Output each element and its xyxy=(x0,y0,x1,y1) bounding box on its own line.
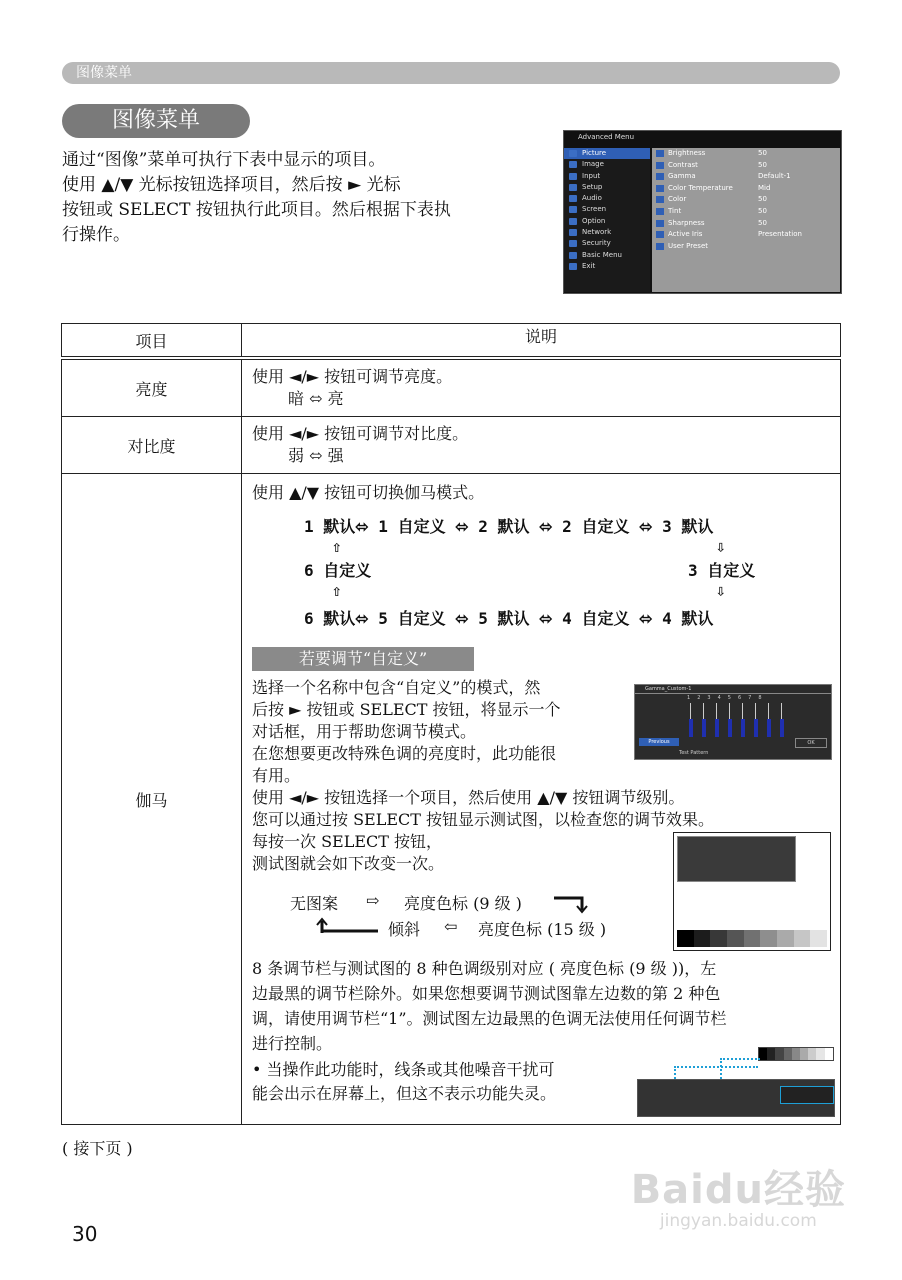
description-line: 弱 ⬄ 强 xyxy=(288,446,344,465)
picture-menu-table xyxy=(61,323,841,1125)
gamma-cycle-row: 6 默认⬄ 5 自定义 ⬄ 5 默认 ⬄ 4 自定义 ⬄ 4 默认 xyxy=(304,609,714,628)
gamma-tick xyxy=(703,703,704,719)
menu-item: Setup xyxy=(564,182,650,193)
menu-item: Option xyxy=(564,216,650,227)
dialog-title: Gamma_Custom-1 xyxy=(645,686,692,692)
header-bar xyxy=(62,62,840,84)
menu-setting-row: Brightness 50 xyxy=(652,148,840,160)
menu-setting-row: Active Iris Presentation xyxy=(652,229,840,241)
paragraph-line: 对话框，用于帮助您调节模式。 xyxy=(252,722,477,741)
gamma-cycle-label: 6 自定义 xyxy=(304,561,372,580)
flow-step-gray9: 亮度色标 (9 级 ) xyxy=(404,894,522,913)
cycle-arrow: ⇧ xyxy=(332,537,342,556)
advanced-menu-screenshot xyxy=(563,130,842,294)
paragraph-line: 8 条调节栏与测试图的 8 种色调级别对应 ( 亮度色标 (9 级 ))，左 xyxy=(252,959,717,978)
intro-line: 通过“图像”菜单可执行下表中显示的项目。 xyxy=(62,150,386,170)
noise-zoom-box xyxy=(780,1086,834,1104)
dialog-numbers: 12345678 xyxy=(687,695,769,701)
page-number: 30 xyxy=(72,1222,98,1246)
flow-step-none: 无图案 xyxy=(290,894,339,913)
header-bar-text: 图像菜单 xyxy=(76,65,132,81)
gamma-cycle-label: 3 自定义 xyxy=(688,561,756,580)
row-label: 伽马 xyxy=(62,474,242,1125)
paragraph-line: 进行控制。 xyxy=(252,1034,333,1053)
gamma-cycle-row: 1 默认⬄ 1 自定义 ⬄ 2 默认 ⬄ 2 自定义 ⬄ 3 默认 xyxy=(304,517,714,536)
note-line: • 当操作此功能时，线条或其他噪音干扰可 xyxy=(252,1060,555,1079)
continued-note: ( 接下页 ) xyxy=(62,1139,133,1158)
menu-item: Picture xyxy=(564,148,650,159)
grayscale-strip xyxy=(758,1047,834,1061)
intro-line: 行操作。 xyxy=(62,225,130,245)
paragraph-line: 使用 ◄/► 按钮选择一个项目，然后使用 ▲/▼ 按钮调节级别。 xyxy=(252,788,685,807)
custom-subheading: 若要调节“自定义” xyxy=(252,647,474,671)
gamma-tick xyxy=(768,703,769,719)
menu-setting-row: Color Temperature Mid xyxy=(652,183,840,195)
paragraph-line: 您可以通过按 SELECT 按钮显示测试图，以检查您的调节效果。 xyxy=(252,810,715,829)
gamma-bar xyxy=(715,719,719,737)
row-description xyxy=(242,417,841,474)
baidu-watermark xyxy=(631,1158,846,1231)
cycle-arrow: ⇩ xyxy=(716,581,726,600)
flow-step-gray15: 亮度色标 (15 级 ) xyxy=(478,920,607,939)
gamma-tick xyxy=(742,703,743,719)
gamma-tick xyxy=(781,703,782,719)
menu-item: Network xyxy=(564,227,650,238)
bar-mapping-paragraph xyxy=(252,956,727,1056)
gamma-bar xyxy=(728,719,732,737)
gamma-tick xyxy=(716,703,717,719)
description-line: 暗 ⬄ 亮 xyxy=(288,389,344,408)
flow-arrow-right: ⇨ xyxy=(366,891,380,910)
description-line: 使用 ▲/▼ 按钮可切换伽马模式。 xyxy=(252,483,485,502)
test-pattern-screenshot xyxy=(673,832,831,951)
paragraph-line: 在您想要更改特殊色调的亮度时，此功能很 xyxy=(252,744,557,763)
paragraph-line: 后按 ► 按钮或 SELECT 按钮，将显示一个 xyxy=(252,700,561,719)
gamma-tick xyxy=(755,703,756,719)
menu-setting-row: Gamma Default-1 xyxy=(652,171,840,183)
paragraph-line: 每按一次 SELECT 按钮， xyxy=(252,832,443,851)
cycle-arrow: ⇧ xyxy=(332,581,342,600)
dialog-thumbnail xyxy=(677,836,796,882)
intro-line: 按钮或 SELECT 按钮执行此项目。然后根据下表执 xyxy=(62,200,451,220)
paragraph-line: 有用。 xyxy=(252,766,301,785)
description-line: 使用 ◄/► 按钮可调节对比度。 xyxy=(252,424,469,443)
table-row-contrast xyxy=(62,417,841,474)
ok-button: OK xyxy=(795,738,827,748)
description-line: 使用 ◄/► 按钮可调节亮度。 xyxy=(252,367,453,386)
intro-paragraph xyxy=(62,148,542,248)
dialog-divider xyxy=(635,693,831,694)
paragraph-line: 调，请使用调节栏“1”。测试图左边最黑的色调无法使用任何调节栏 xyxy=(252,1009,727,1028)
menu-item: Audio xyxy=(564,193,650,204)
flow-step-tilt: 倾斜 xyxy=(388,920,421,939)
paragraph-line: 选择一个名称中包含“自定义”的模式，然 xyxy=(252,678,541,697)
row-label: 对比度 xyxy=(62,417,242,474)
menu-item: Screen xyxy=(564,204,650,215)
table-header-row xyxy=(62,324,841,359)
menu-item: Basic Menu xyxy=(564,250,650,261)
menu-item: Exit xyxy=(564,261,650,272)
menu-item: Image xyxy=(564,159,650,170)
menu-screenshot-title: Advanced Menu xyxy=(578,133,635,141)
flow-arrow-left: ⇦ xyxy=(444,917,458,936)
row-label: 亮度 xyxy=(62,358,242,417)
menu-screenshot-left xyxy=(564,148,650,292)
menu-setting-row: Color 50 xyxy=(652,194,840,206)
gamma-bar xyxy=(741,719,745,737)
header-description: 说明 xyxy=(242,324,841,359)
gamma-tick xyxy=(729,703,730,719)
menu-setting-row: Sharpness 50 xyxy=(652,218,840,230)
section-title: 图像菜单 xyxy=(62,104,250,138)
row-description xyxy=(242,358,841,417)
grayscale-9-step xyxy=(677,930,827,947)
menu-item: Input xyxy=(564,171,650,182)
watermark-url: jingyan.baidu.com xyxy=(659,1211,817,1231)
header-item: 项目 xyxy=(62,324,242,359)
menu-screenshot-right xyxy=(652,148,840,292)
gamma-bar xyxy=(689,719,693,737)
gamma-tick xyxy=(690,703,691,719)
flow-arrow-down-icon xyxy=(552,892,594,914)
flow-arrow-up-icon xyxy=(316,915,380,937)
test-pattern-label: Test Pattern xyxy=(679,750,709,756)
gamma-bar xyxy=(780,719,784,737)
row-description xyxy=(242,474,841,1125)
intro-line: 使用 ▲/▼ 光标按钮选择项目，然后按 ► 光标 xyxy=(62,175,401,195)
menu-setting-row: Contrast 50 xyxy=(652,160,840,172)
note-line: 能会出示在屏幕上，但这不表示功能失灵。 xyxy=(252,1084,557,1103)
menu-item: Security xyxy=(564,238,650,249)
gamma-bar xyxy=(702,719,706,737)
watermark-logo-text: Baidu经验 xyxy=(630,1167,846,1213)
gamma-custom-dialog-screenshot xyxy=(634,684,832,760)
cycle-arrow: ⇩ xyxy=(716,537,726,556)
noise-note xyxy=(252,1058,556,1106)
previous-button: Previous xyxy=(639,738,679,746)
menu-setting-row: Tint 50 xyxy=(652,206,840,218)
paragraph-line: 边最黑的调节栏除外。如果您想要调节测试图靠左边数的第 2 种色 xyxy=(252,984,721,1003)
table-row-brightness xyxy=(62,358,841,417)
table-row-gamma xyxy=(62,474,841,1125)
paragraph-line: 测试图就会如下改变一次。 xyxy=(252,854,445,873)
menu-setting-row: User Preset xyxy=(652,241,840,253)
gamma-bar xyxy=(767,719,771,737)
gamma-bar xyxy=(754,719,758,737)
